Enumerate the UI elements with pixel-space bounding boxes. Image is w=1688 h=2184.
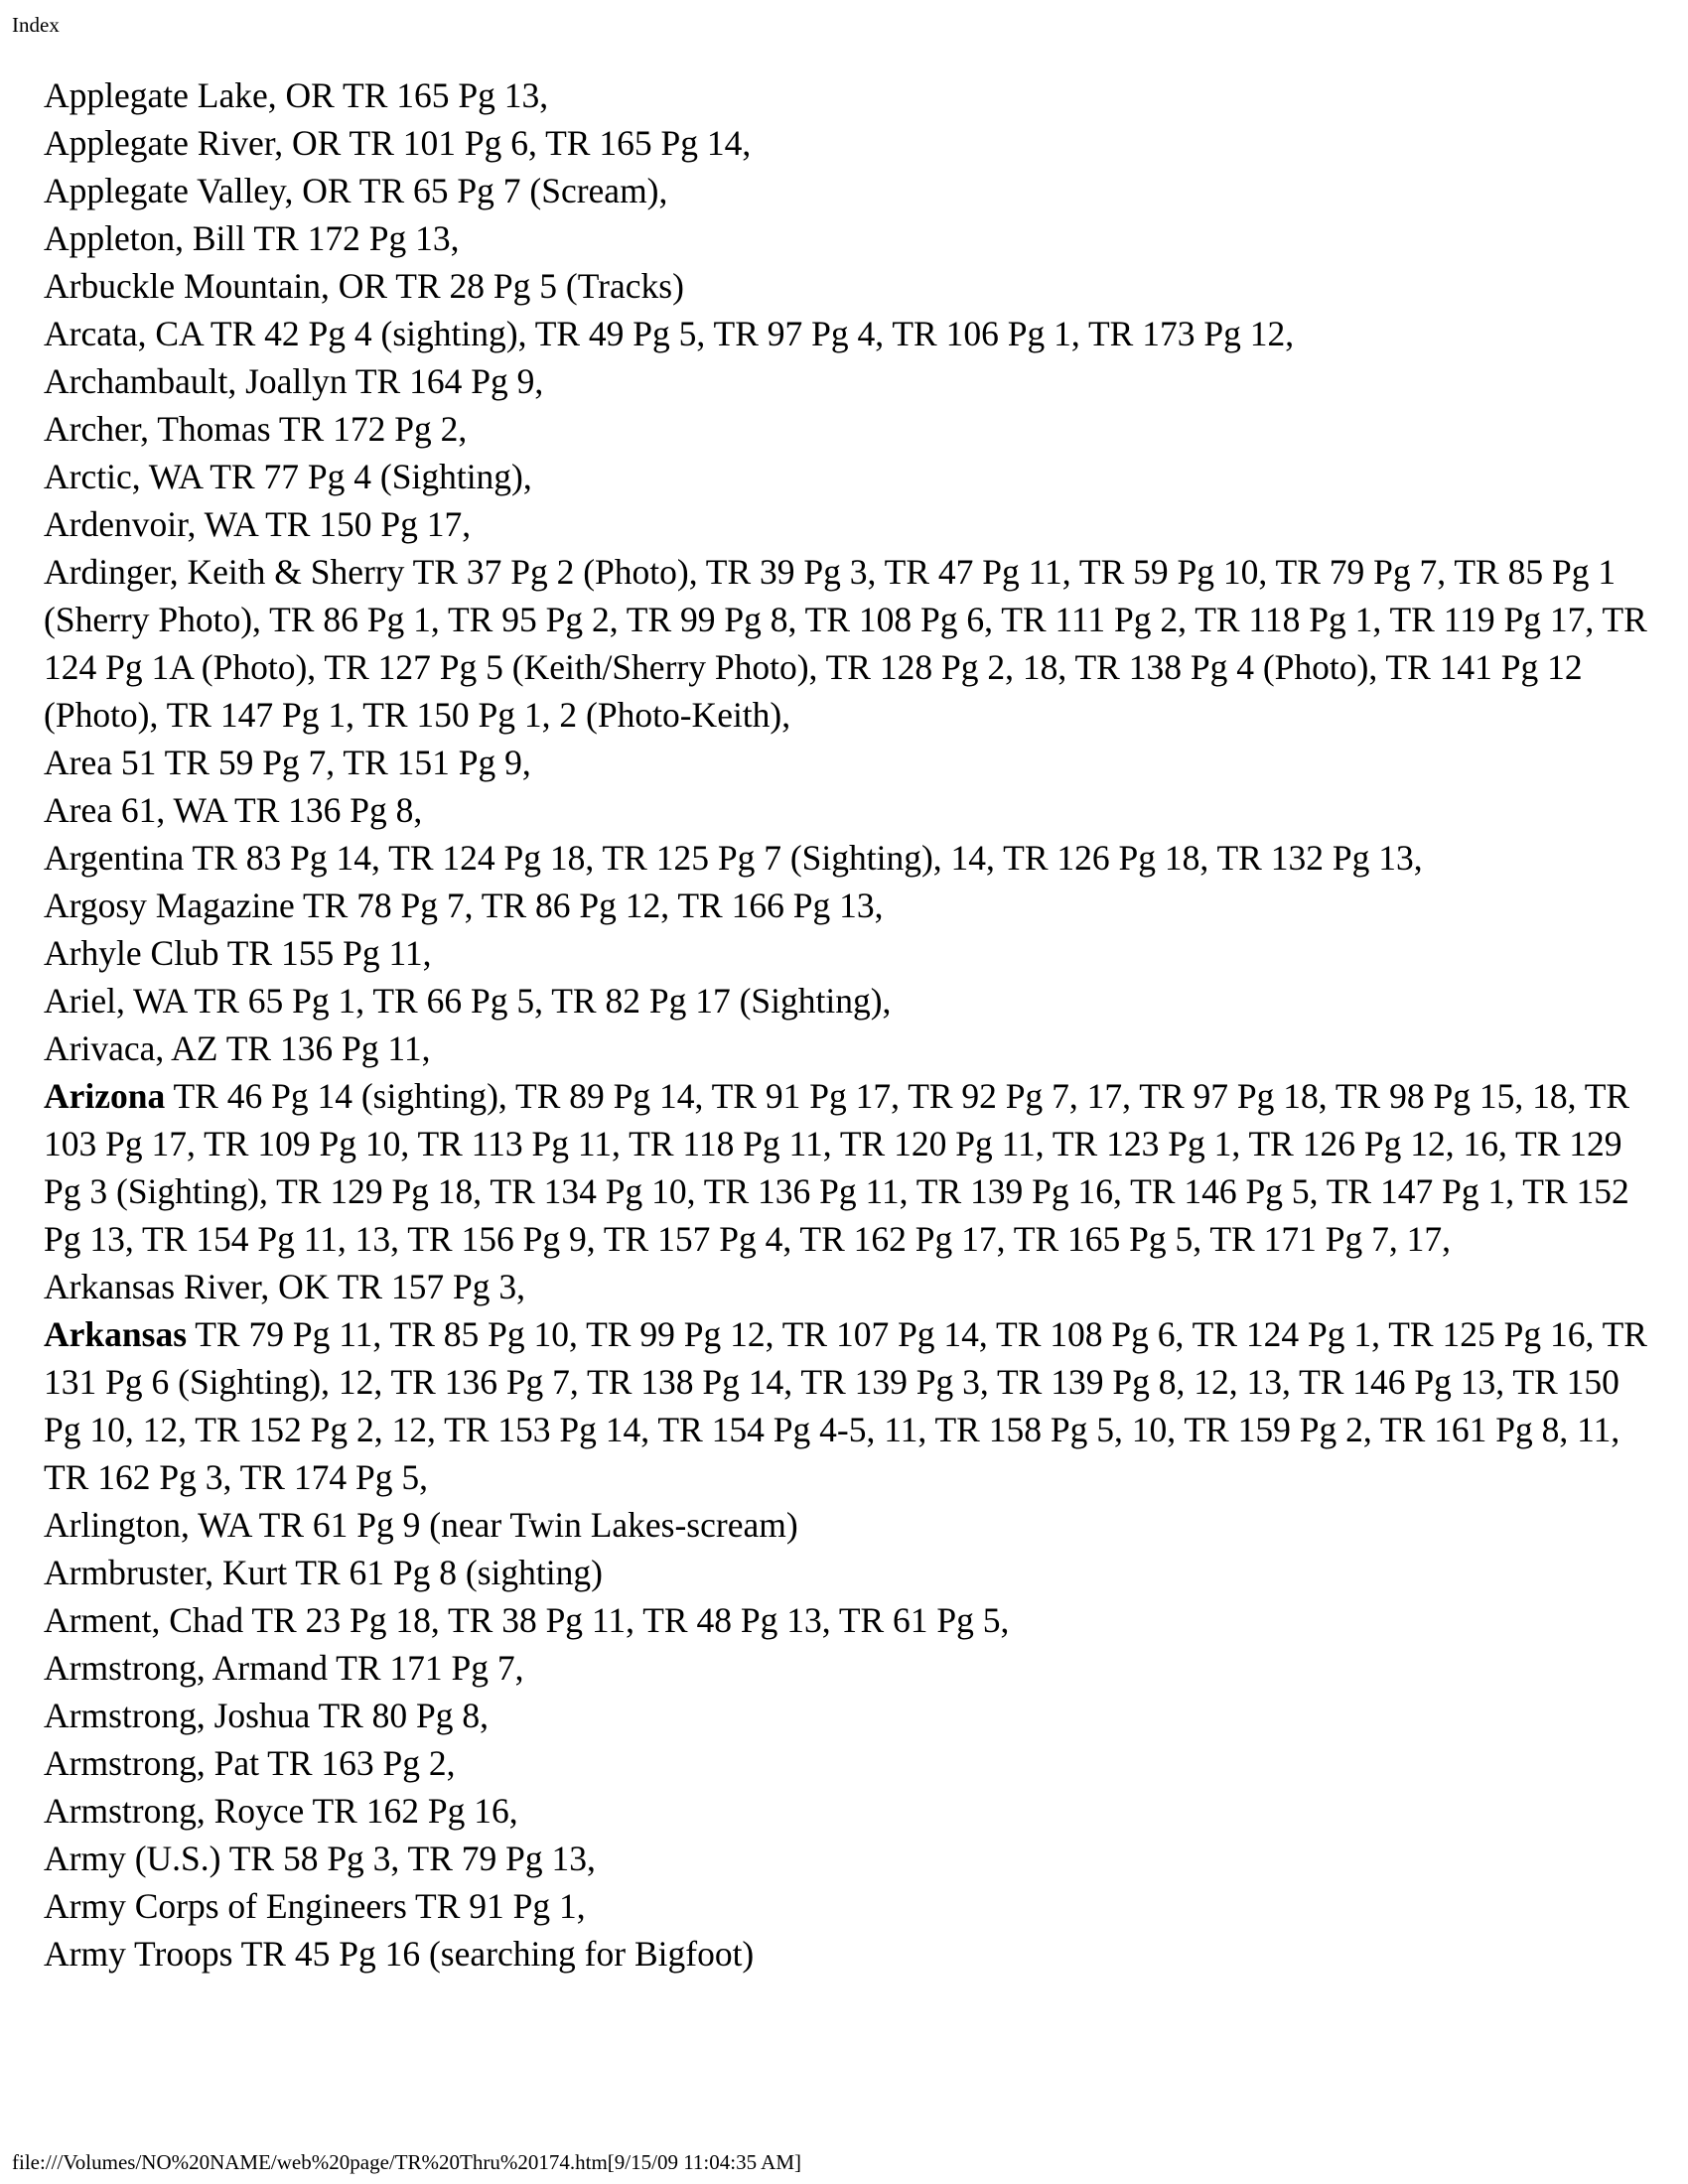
index-entry	[44, 1692, 1657, 1739]
index-entry	[44, 1024, 1657, 1072]
entry-text: Argosy Magazine TR 78 Pg 7, TR 86 Pg 12, TR 166 Pg 13,	[44, 886, 884, 925]
index-entry	[44, 1739, 1657, 1787]
entry-text: Argentina TR 83 Pg 14, TR 124 Pg 18, TR 125 Pg 7 (Sighting), 14, TR 126 Pg 18, TR 132 Pg 13,	[44, 838, 1423, 878]
index-entry	[44, 71, 1657, 119]
index-entry	[44, 1549, 1657, 1596]
index-entry	[44, 500, 1657, 548]
index-entry	[44, 119, 1657, 167]
index-entry	[44, 977, 1657, 1024]
index-entry	[44, 739, 1657, 786]
entry-text: Armstrong, Armand TR 171 Pg 7,	[44, 1648, 524, 1688]
entry-text: Armstrong, Pat TR 163 Pg 2,	[44, 1743, 456, 1783]
entry-text: Applegate Valley, OR TR 65 Pg 7 (Scream),	[44, 171, 668, 210]
index-entry-arkansas	[44, 1310, 1657, 1501]
entry-text: Ardinger, Keith & Sherry TR 37 Pg 2 (Photo), TR 39 Pg 3, TR 47 Pg 11, TR 59 Pg 10, TR 79 Pg 7, TR 85 Pg 1 (Sherry Photo), TR 86 Pg 1, TR 95 Pg 2, TR 99 Pg 8, TR 108 Pg 6, TR 111 Pg 2, TR 118 Pg 1, TR 119 Pg 17, TR 124 Pg 1A (Photo), TR 127 Pg 5 (Keith/Sherry Photo), TR 128 Pg 2, 18, TR 138 Pg 4 (Photo), TR 141 Pg 12 (Photo), TR 147 Pg 1, TR 150 Pg 1, 2 (Photo-Keith),	[44, 552, 1647, 735]
entry-text: Archambault, Joallyn TR 164 Pg 9,	[44, 361, 544, 401]
entry-text: Armbruster, Kurt TR 61 Pg 8 (sighting)	[44, 1553, 603, 1592]
entry-text: Arctic, WA TR 77 Pg 4 (Sighting),	[44, 457, 532, 496]
entry-text: Arlington, WA TR 61 Pg 9 (near Twin Lakes-scream)	[44, 1505, 798, 1545]
entry-term-bold: Arkansas	[44, 1314, 188, 1354]
entry-text: Arivaca, AZ TR 136 Pg 11,	[44, 1028, 431, 1068]
index-entry	[44, 1644, 1657, 1692]
entry-text: Army (U.S.) TR 58 Pg 3, TR 79 Pg 13,	[44, 1839, 596, 1878]
entry-text: Armstrong, Joshua TR 80 Pg 8,	[44, 1696, 490, 1735]
entry-text: Arment, Chad TR 23 Pg 18, TR 38 Pg 11, TR 48 Pg 13, TR 61 Pg 5,	[44, 1600, 1010, 1640]
index-entry	[44, 167, 1657, 214]
entry-text: Archer, Thomas TR 172 Pg 2,	[44, 409, 468, 449]
index-entry	[44, 1882, 1657, 1930]
entry-text: Army Troops TR 45 Pg 16 (searching for Bigfoot)	[44, 1934, 755, 1974]
entry-text: Ardenvoir, WA TR 150 Pg 17,	[44, 504, 472, 544]
entry-text: Arhyle Club TR 155 Pg 11,	[44, 933, 432, 973]
index-entry-list	[44, 71, 1657, 1978]
index-entry	[44, 262, 1657, 310]
page-header-title: Index	[12, 13, 60, 37]
entry-term-bold: Arizona	[44, 1076, 166, 1116]
index-entry	[44, 1835, 1657, 1882]
entry-text: Arcata, CA TR 42 Pg 4 (sighting), TR 49 Pg 5, TR 97 Pg 4, TR 106 Pg 1, TR 173 Pg 12,	[44, 314, 1295, 353]
index-entry	[44, 1263, 1657, 1310]
entry-text: Ariel, WA TR 65 Pg 1, TR 66 Pg 5, TR 82 Pg 17 (Sighting),	[44, 981, 892, 1021]
entry-text: TR 46 Pg 14 (sighting), TR 89 Pg 14, TR 91 Pg 17, TR 92 Pg 7, 17, TR 97 Pg 18, TR 98 Pg 15, 18, TR 103 Pg 17, TR 109 Pg 10, TR 113 Pg 11, TR 118 Pg 11, TR 120 Pg 11, TR 123 Pg 1, TR 126 Pg 12, 16, TR 129 Pg 3 (Sighting), TR 129 Pg 18, TR 134 Pg 10, TR 136 Pg 11, TR 139 Pg 16, TR 146 Pg 5, TR 147 Pg 1, TR 152 Pg 13, TR 154 Pg 11, 13, TR 156 Pg 9, TR 157 Pg 4, TR 162 Pg 17, TR 165 Pg 5, TR 171 Pg 7, 17,	[44, 1076, 1630, 1259]
entry-text: TR 79 Pg 11, TR 85 Pg 10, TR 99 Pg 12, TR 107 Pg 14, TR 108 Pg 6, TR 124 Pg 1, TR 125 Pg 16, TR 131 Pg 6 (Sighting), 12, TR 136 Pg 7, TR 138 Pg 14, TR 139 Pg 3, TR 139 Pg 8, 12, 13, TR 146 Pg 13, TR 150 Pg 10, 12, TR 152 Pg 2, 12, TR 153 Pg 14, TR 154 Pg 4-5, 11, TR 158 Pg 5, 10, TR 159 Pg 2, TR 161 Pg 8, 11, TR 162 Pg 3, TR 174 Pg 5,	[44, 1314, 1647, 1497]
index-entry	[44, 1787, 1657, 1835]
index-entry-arizona	[44, 1072, 1657, 1263]
entry-text: Area 61, WA TR 136 Pg 8,	[44, 790, 423, 830]
entry-text: Armstrong, Royce TR 162 Pg 16,	[44, 1791, 518, 1831]
index-entry	[44, 1501, 1657, 1549]
entry-text: Applegate River, OR TR 101 Pg 6, TR 165 Pg 14,	[44, 123, 752, 163]
index-entry	[44, 357, 1657, 405]
entry-text: Arkansas River, OK TR 157 Pg 3,	[44, 1267, 526, 1306]
index-entry	[44, 548, 1657, 739]
index-entry	[44, 405, 1657, 453]
index-entry	[44, 1930, 1657, 1978]
index-entry	[44, 310, 1657, 357]
entry-text: Appleton, Bill TR 172 Pg 13,	[44, 218, 460, 258]
index-entry	[44, 1596, 1657, 1644]
page-footer-url: file:///Volumes/NO%20NAME/web%20page/TR%20Thru%20174.htm[9/15/09 11:04:35 AM]	[12, 2150, 802, 2174]
index-entry	[44, 834, 1657, 882]
entry-text: Army Corps of Engineers TR 91 Pg 1,	[44, 1886, 586, 1926]
index-entry	[44, 929, 1657, 977]
index-entry	[44, 214, 1657, 262]
index-entry	[44, 453, 1657, 500]
entry-text: Area 51 TR 59 Pg 7, TR 151 Pg 9,	[44, 743, 531, 782]
entry-text: Applegate Lake, OR TR 165 Pg 13,	[44, 75, 549, 115]
index-entry	[44, 786, 1657, 834]
entry-text: Arbuckle Mountain, OR TR 28 Pg 5 (Tracks)	[44, 266, 684, 306]
index-entry	[44, 882, 1657, 929]
